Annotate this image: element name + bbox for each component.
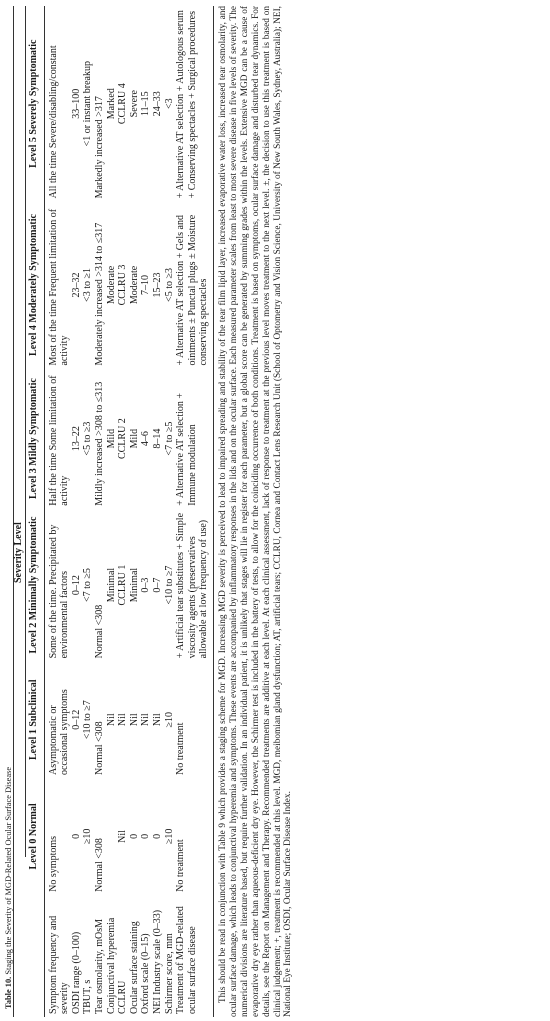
table-cell: Some of the time. Precipitated by environmental factors — [47, 524, 71, 659]
table-cell: Markedly increased >317 — [93, 96, 105, 199]
column-header-level-0: Level 0 Normal — [28, 803, 39, 870]
table-cell: CCLRU 3 — [117, 264, 129, 306]
table-number: Table 10. — [4, 976, 13, 1009]
table-cell: No treatment — [175, 839, 187, 892]
row-label: Schirmer score, mm — [163, 933, 175, 1014]
staging-table — [28, 6, 210, 1017]
table-row — [71, 6, 83, 1017]
table-cell: Severe — [128, 90, 140, 118]
table-cell: Moderate — [105, 265, 117, 305]
table-cell: <1 or instant breakup — [82, 61, 94, 147]
table-cell: 0 — [128, 833, 140, 839]
table-cell: 0 — [140, 833, 152, 839]
column-header-level-1: Level 1 Subclinical — [28, 679, 39, 760]
table-cell: 15–23 — [151, 272, 163, 298]
table-cell: <7 to ≥5 — [163, 421, 175, 456]
table-cell: Moderately increased >314 to ≤317 — [93, 222, 105, 366]
table-cell: ≥10 — [163, 828, 175, 845]
table-cell: Nil — [117, 713, 129, 727]
table-cell: All the time Severe/disabling/constant — [47, 45, 59, 199]
row-label: Tear osmolarity, mOsM — [93, 918, 105, 1014]
row-label: CCLRU — [117, 980, 129, 1014]
table-cell: <10 to ≥7 — [163, 565, 175, 605]
table-cell — [106, 778, 118, 895]
table-cell: 0–3 — [140, 577, 152, 593]
table-cell: Normal <308 — [93, 838, 105, 892]
table-cell: <3 to ≥1 — [82, 268, 94, 302]
table-cell: Half the time Some limitation of activity — [47, 375, 71, 506]
column-header-level-3: Level 3 Mildly Symptomatic — [28, 378, 39, 500]
table-cell: Minimal — [105, 567, 117, 603]
table-cell: Moderate — [128, 265, 140, 305]
table-cell: + Alternative AT selection + Gels and ointments ± Punctal plugs ± Moisture conserving spectacles — [175, 214, 210, 366]
table-cell: 0 — [151, 833, 163, 839]
table-cell: Mild — [128, 428, 140, 449]
table-cell: Mildly increased >308 to ≤313 — [93, 381, 105, 506]
row-label: Conjunctival hyperemia — [105, 917, 117, 1014]
table-cell: Minimal — [128, 567, 140, 603]
column-header-level-4: Level 4 Moderately Symptomatic — [28, 214, 39, 356]
column-header-level-5: Level 5 Severely Symptomatic — [28, 39, 39, 168]
table-cell: <7 to ≥5 — [82, 568, 94, 603]
table-cell: + Artificial tear substitutes + Simple viscosity agents (preservatives allowable at low frequency of use) — [175, 512, 210, 659]
bottom-rule — [213, 6, 214, 1017]
table-cell: ≥10 — [82, 828, 94, 845]
column-header-row — [28, 6, 44, 1017]
table-cell: 0–12 — [70, 709, 82, 730]
row-label: OSDI range (0–100) — [70, 931, 82, 1014]
table-row — [140, 6, 152, 1017]
table-cell: 33–100 — [70, 88, 82, 119]
table-cell: 0–7 — [151, 577, 163, 593]
table-cell: 0–12 — [70, 575, 82, 596]
table-cell: CCLRU 1 — [117, 564, 129, 606]
row-label: Symptom frequency and severity — [47, 915, 71, 1014]
table-cell: 24–33 — [151, 91, 163, 117]
table-row — [152, 6, 164, 1017]
table-cell: Mild — [105, 428, 117, 449]
table-cell: Marked — [105, 88, 117, 120]
table-cell: Nil — [117, 830, 129, 843]
table-row — [164, 6, 176, 1017]
header-rule — [44, 6, 45, 1017]
table-cell: Nil — [128, 713, 140, 727]
table-body — [44, 6, 210, 1017]
severity-group-rule — [25, 6, 26, 857]
table-cell: Nil — [105, 713, 117, 727]
table-row — [117, 6, 129, 1017]
table-cell: <10 to ≥7 — [82, 700, 94, 740]
table-cell: No symptoms — [47, 835, 59, 892]
table-cell: 13–22 — [70, 426, 82, 452]
table-row — [106, 6, 118, 1017]
table-footnotes — [218, 6, 294, 1017]
table-cell: 11–15 — [140, 91, 152, 117]
table-row — [94, 6, 106, 1017]
table-cell: <5 to ≥3 — [163, 268, 175, 302]
table-cell: <3 — [163, 98, 175, 110]
table-cell: No treatment — [175, 722, 187, 776]
table-row — [82, 6, 94, 1017]
table-cell: Most of the time Frequent limitation of activity — [47, 208, 71, 366]
table-cell: 23–32 — [70, 272, 82, 298]
table-cell: + Alternative AT selection + Autologous serum + Conserving spectacles + Surgical procedures — [175, 10, 198, 199]
table-cell: 8–14 — [151, 428, 163, 449]
table-cell: + Alternative AT selection + Immune modulation — [175, 392, 198, 506]
top-rule — [13, 6, 14, 1017]
severity-level-header: Severity Level — [13, 522, 24, 583]
table-caption — [4, 767, 13, 1009]
table-cell: 7–10 — [140, 274, 152, 295]
table-title: Staging the Severity of MGD-Related Ocular Surface Disease — [4, 766, 13, 975]
column-header-parameter — [28, 895, 44, 1017]
row-label: NEI Industry scale (0–33) — [151, 909, 163, 1014]
row-label: Treatment of MGD-related ocular surface disease — [175, 906, 198, 1014]
table-cell: Asymptomatic or occasional symptoms — [47, 689, 71, 776]
table-row — [175, 6, 210, 1017]
column-header-level-2: Level 2 Minimally Symptomatic — [28, 516, 39, 654]
table-cell: CCLRU 2 — [117, 418, 129, 460]
row-label: Oxford scale (0–15) — [140, 933, 152, 1014]
table-cell: Nil — [151, 713, 163, 727]
row-label: TBUT, s — [82, 979, 94, 1014]
table-row — [129, 6, 141, 1017]
table-cell: ≥10 — [163, 711, 175, 728]
footnote-text: This should be read in conjunction with Table 9 which provides a staging scheme for MGD. Increasing MGD severity is perceived to lead to impaired spreading and stability of the tear film lipid layer, increased evaporative water loss, increased tear osmolarity, and ocular surface damage, which leads to conjunctival hyperemia and symptoms. These events are accompanied by inflammatory responses in the lids and on the ocular surface. Each measured parameter scales from least to most severe disease in five levels of severity. The numerical divisions are literature based, but require further validation. In an individual patient, it is unlikely that stages will lie in register for each parameter, but a global score can be generated by summing grades within the levels. Extensive MGD can be a cause of evaporative dry eye rather than aqueous-deficient dry eye. However, the Schirmer test is included in the battery of tests, to allow for the coinciding occurrence of both conditions. Treatment is based on symptoms, ocular surface damage and disturbed tear dynamics. For details, see the Report on Management and Therapy. Recommended treatments are additive at each level. At each clinical assessment, lack of response to treatment at the previous level moves treatment to the next level. ±, the decision to use this treatment is based on clinical judgement; +, treatment is recommended at this level. MGD, meibomian gland dysfunction; AT, artificial tears; CCLRU, Cornea and Contact Lens Research Unit (School of Optometry and Vision Science, University of New South Wales, Sydney, Australia); NEI, National Eye Institute; OSDI, Ocular Surface Disease Index. — [218, 6, 294, 1017]
table-cell: <5 to ≥3 — [82, 421, 94, 456]
table-cell: Nil — [140, 713, 152, 727]
table-cell: 4–6 — [140, 431, 152, 447]
table-cell: CCLRU 4 — [117, 83, 129, 125]
table-row — [44, 6, 71, 1017]
table-cell: Normal <308 — [93, 721, 105, 776]
row-label: Ocular surface staining — [128, 921, 140, 1014]
table-cell: Normal <308 — [93, 604, 105, 659]
table-cell: 0 — [70, 833, 82, 839]
